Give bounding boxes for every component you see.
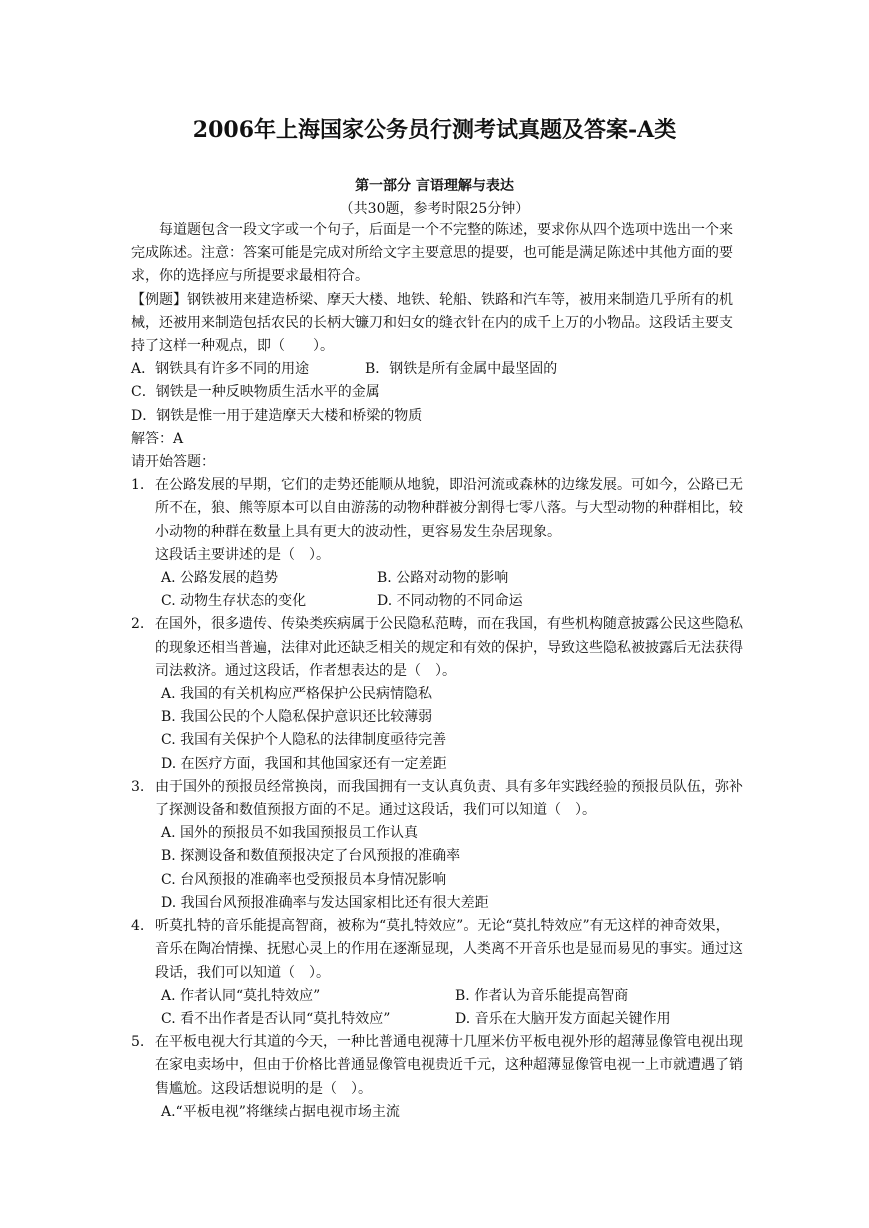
question-5	[131, 1031, 743, 1101]
question-3-options	[131, 822, 743, 915]
question-text: 在平板电视大行其道的今天，一种比普通电视薄十几厘米仿平板电视外形的超薄显像管电视出现在家电卖场中，但由于价格比普通显像管电视贵近千元，这种超薄显像管电视一上市就遭遇了销售尴尬。这段话想说明的是（ ）。	[155, 1034, 743, 1097]
question-text: 听莫扎特的音乐能提高智商，被称为“莫扎特效应”。无论“莫扎特效应”有无这样的神奇效果，音乐在陶冶情操、抚慰心灵上的作用在逐渐显现，人类离不开音乐也是显而易见的事实。通过这段话，我们可以知道（ ）。	[155, 918, 743, 981]
question-number: 2.	[131, 616, 145, 633]
question-4-options	[131, 985, 743, 1031]
page-title: 2006年上海国家公务员行测考试真题及答案-A类	[192, 117, 677, 143]
question-stem: 这段话主要讲述的是（ ）。	[155, 546, 330, 563]
option-b: B. 公路对动物的影响	[377, 570, 509, 587]
option-a: A. 公路发展的趋势	[161, 570, 279, 587]
content-body	[131, 219, 743, 1124]
example-option-d: D．钢铁是惟一用于建造摩天大楼和桥梁的物质	[131, 407, 423, 424]
option-c: C. 我国有关保护个人隐私的法律制度亟待完善	[161, 732, 447, 749]
example-question: 【例题】钢铁被用来建造桥梁、摩天大楼、地铁、轮船、铁路和汽车等，被用来制造几乎所有的机械，还被用来制造包括农民的长柄大镰刀和妇女的缝衣针在内的成千上万的小物品。这段话主要支持了这样一种观点，即（ ）。	[131, 291, 733, 355]
question-2	[131, 613, 743, 683]
question-number: 5.	[131, 1034, 145, 1051]
option-b: B. 作者认为音乐能提高智商	[455, 987, 629, 1004]
question-text: 在国外，很多遗传、传染类疾病属于公民隐私范畴，而在我国，有些机构随意披露公民这些隐私的现象还相当普遍，法律对此还缺乏相关的规定和有效的保护，导致这些隐私被披露后无法获得司法救济。通过这段话，作者想表达的是（ ）。	[155, 616, 743, 679]
question-3	[131, 776, 743, 822]
example-option-c: C．钢铁是一种反映物质生活水平的金属	[131, 384, 380, 401]
option-d: D. 不同动物的不同命运	[377, 593, 523, 610]
example-answer: 解答：A	[131, 430, 184, 447]
example-option-a: A．钢铁具有许多不同的用途	[131, 361, 310, 378]
option-b: B. 探测设备和数值预报决定了台风预报的准确率	[161, 848, 461, 865]
question-4	[131, 915, 743, 985]
option-c: C. 台风预报的准确率也受预报员本身情况影响	[161, 871, 447, 888]
option-d: D. 我国台风预报准确率与发达国家相比还有很大差距	[161, 894, 489, 911]
question-number: 4.	[131, 918, 145, 935]
question-1	[131, 474, 743, 567]
option-d: D. 音乐在大脑开发方面起关键作用	[455, 1010, 671, 1027]
option-b: B. 我国公民的个人隐私保护意识还比较薄弱	[161, 709, 433, 726]
option-c: C. 看不出作者是否认同“莫扎特效应”	[161, 1010, 391, 1027]
option-a: A. 国外的预报员不如我国预报员工作认真	[161, 825, 419, 842]
question-number: 1.	[131, 477, 145, 494]
section-subtitle: （共30题，参考时限25分钟）	[339, 201, 530, 217]
option-a: A.“平板电视”将继续占据电视市场主流	[161, 1103, 400, 1120]
example-options-row-1	[131, 358, 743, 381]
question-2-options	[131, 683, 743, 776]
option-d: D. 在医疗方面，我国和其他国家还有一定差距	[161, 755, 447, 772]
question-number: 3.	[131, 778, 145, 795]
start-prompt: 请开始答题：	[131, 454, 215, 471]
example-option-b: B．钢铁是所有金属中最坚固的	[365, 361, 558, 378]
question-1-options	[131, 567, 743, 613]
instructions: 每道题包含一段文字或一个句子，后面是一个不完整的陈述，要求你从四个选项中选出一个来完成陈述。注意：答案可能是完成对所给文字主要意思的提要，也可能是满足陈述中其他方面的要求，你的选择应与所提要求最相符合。	[131, 222, 733, 285]
option-a: A. 我国的有关机构应严格保护公民病情隐私	[161, 686, 433, 703]
option-c: C. 动物生存状态的变化	[161, 593, 307, 610]
section-heading: 第一部分 言语理解与表达	[355, 178, 514, 194]
question-text: 由于国外的预报员经常换岗，而我国拥有一支认真负责、具有多年实践经验的预报员队伍，弥补了探测设备和数值预报方面的不足。通过这段话，我们可以知道（ ）。	[155, 778, 743, 819]
option-a: A. 作者认同“莫扎特效应”	[161, 987, 321, 1004]
question-5-options	[131, 1101, 743, 1124]
question-text: 在公路发展的早期，它们的走势还能顺从地貌，即沿河流或森林的边缘发展。可如今，公路已无所不在，狼、熊等原本可以自由游荡的动物种群被分割得七零八落。与大型动物的种群相比，较小动物的种群在数量上具有更大的波动性，更容易发生杂居现象。	[155, 477, 743, 540]
